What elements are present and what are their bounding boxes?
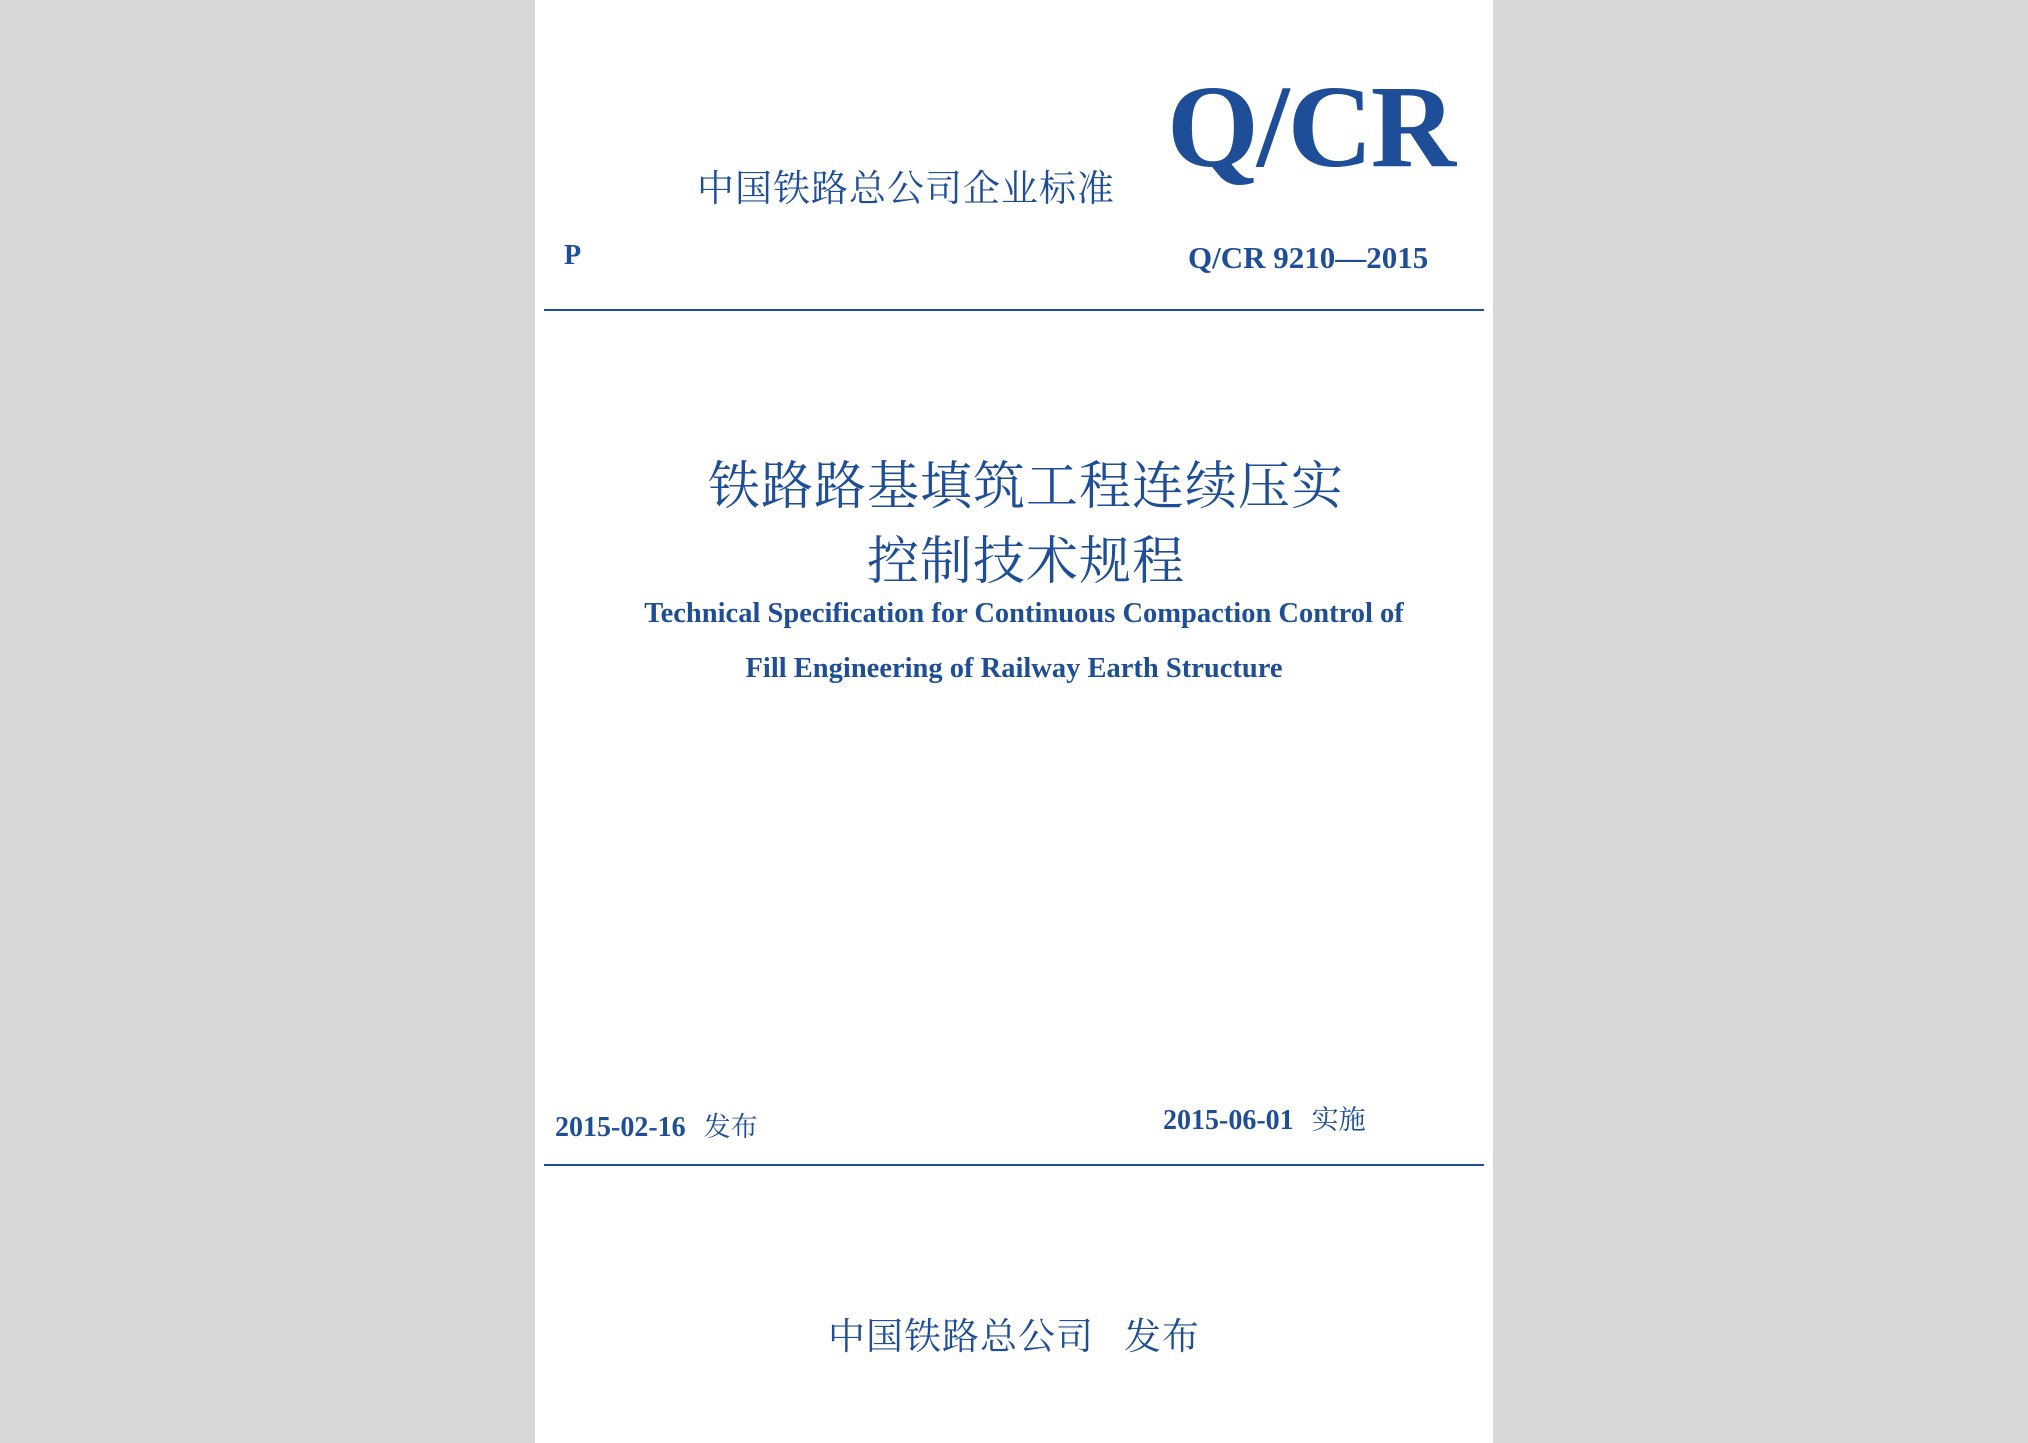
issue-label: 发布	[703, 1112, 758, 1143]
bottom-divider	[544, 1164, 1484, 1166]
effective-label: 实施	[1311, 1105, 1366, 1136]
effective-date: 2015-06-01	[1163, 1105, 1294, 1136]
document-page	[535, 0, 1493, 1443]
title-chinese-line-2: 控制技术规程	[866, 532, 1185, 592]
title-english-line-1: Technical Specification for Continuous Compaction Control of	[644, 598, 1404, 629]
publish-label: 发布	[1124, 1315, 1200, 1358]
category-code: P	[564, 240, 582, 271]
top-divider	[544, 309, 1484, 311]
publisher-block	[535, 1306, 1493, 1360]
effective-date-block	[1163, 1098, 1366, 1137]
standard-number: Q/CR 9210—2015	[1188, 240, 1429, 275]
title-english-line-2: Fill Engineering of Railway Earth Structure	[745, 653, 1283, 684]
standard-brand-logo: Q/CR	[1167, 61, 1454, 192]
issue-date-block	[555, 1105, 758, 1144]
organization-standard-label: 中国铁路总公司企业标准	[697, 167, 1115, 210]
title-chinese-line-1: 铁路路基填筑工程连续压实	[707, 457, 1344, 517]
issue-date: 2015-02-16	[555, 1112, 686, 1143]
publisher-name: 中国铁路总公司	[828, 1315, 1094, 1358]
